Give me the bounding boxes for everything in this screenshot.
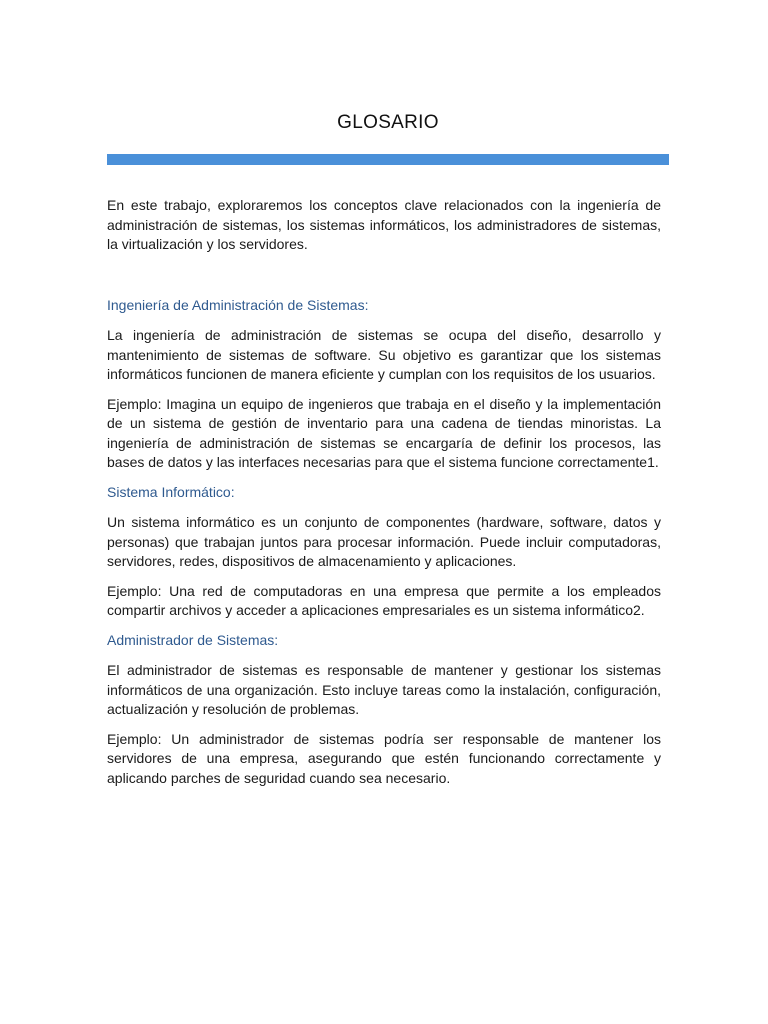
section-administrador: [107, 631, 661, 789]
page-title: GLOSARIO: [337, 112, 439, 133]
section-ingenieria: [107, 296, 661, 473]
section-paragraph: La ingeniería de administración de sistemas se ocupa del diseño, desarrollo y mantenimiento de sistemas de software. Su objetivo es garantizar que los sistemas informáticos funcionen de manera eficiente y cumplan con los requisitos de los usuarios.: [107, 327, 661, 382]
section-example-paragraph: Ejemplo: Una red de computadoras en una empresa que permite a los empleados compartir archivos y acceder a aplicaciones empresariales es un sistema informático2.: [107, 582, 661, 618]
document-body: [107, 196, 661, 797]
section-paragraph: Un sistema informático es un conjunto de componentes (hardware, software, datos y personas) que trabajan juntos para procesar información. Puede incluir computadoras, servidores, redes, dispositivos de almacenamiento y aplicaciones.: [107, 514, 661, 569]
title-divider-bar: [107, 154, 669, 165]
section-paragraph: El administrador de sistemas es responsable de mantener y gestionar los sistemas informáticos de una organización. Esto incluye tareas como la instalación, configuración, actualización y resolución de problemas.: [107, 662, 661, 717]
section-sistema-informatico: [107, 483, 661, 621]
section-example-paragraph: Ejemplo: Imagina un equipo de ingenieros que trabaja en el diseño y la implementación de un sistema de gestión de inventario para una cadena de tiendas minoristas. La ingeniería de administración de sistemas se encargaría de definir los procesos, las bases de datos y las interfaces necesarias para que el sistema funcione correctamente1.: [107, 395, 661, 470]
section-heading: Ingeniería de Administración de Sistemas:: [107, 296, 369, 313]
intro-paragraph: En este trabajo, exploraremos los conceptos clave relacionados con la ingeniería de administración de sistemas, los sistemas informáticos, los administradores de sistemas, la virtualización y los servidores.: [107, 197, 661, 252]
section-example-paragraph: Ejemplo: Un administrador de sistemas podría ser responsable de mantener los servidores de una empresa, asegurando que estén funcionando correctamente y aplicando parches de seguridad cuando sea necesario.: [107, 730, 661, 786]
section-heading: Administrador de Sistemas:: [107, 631, 279, 648]
section-heading: Sistema Informático:: [107, 483, 235, 500]
